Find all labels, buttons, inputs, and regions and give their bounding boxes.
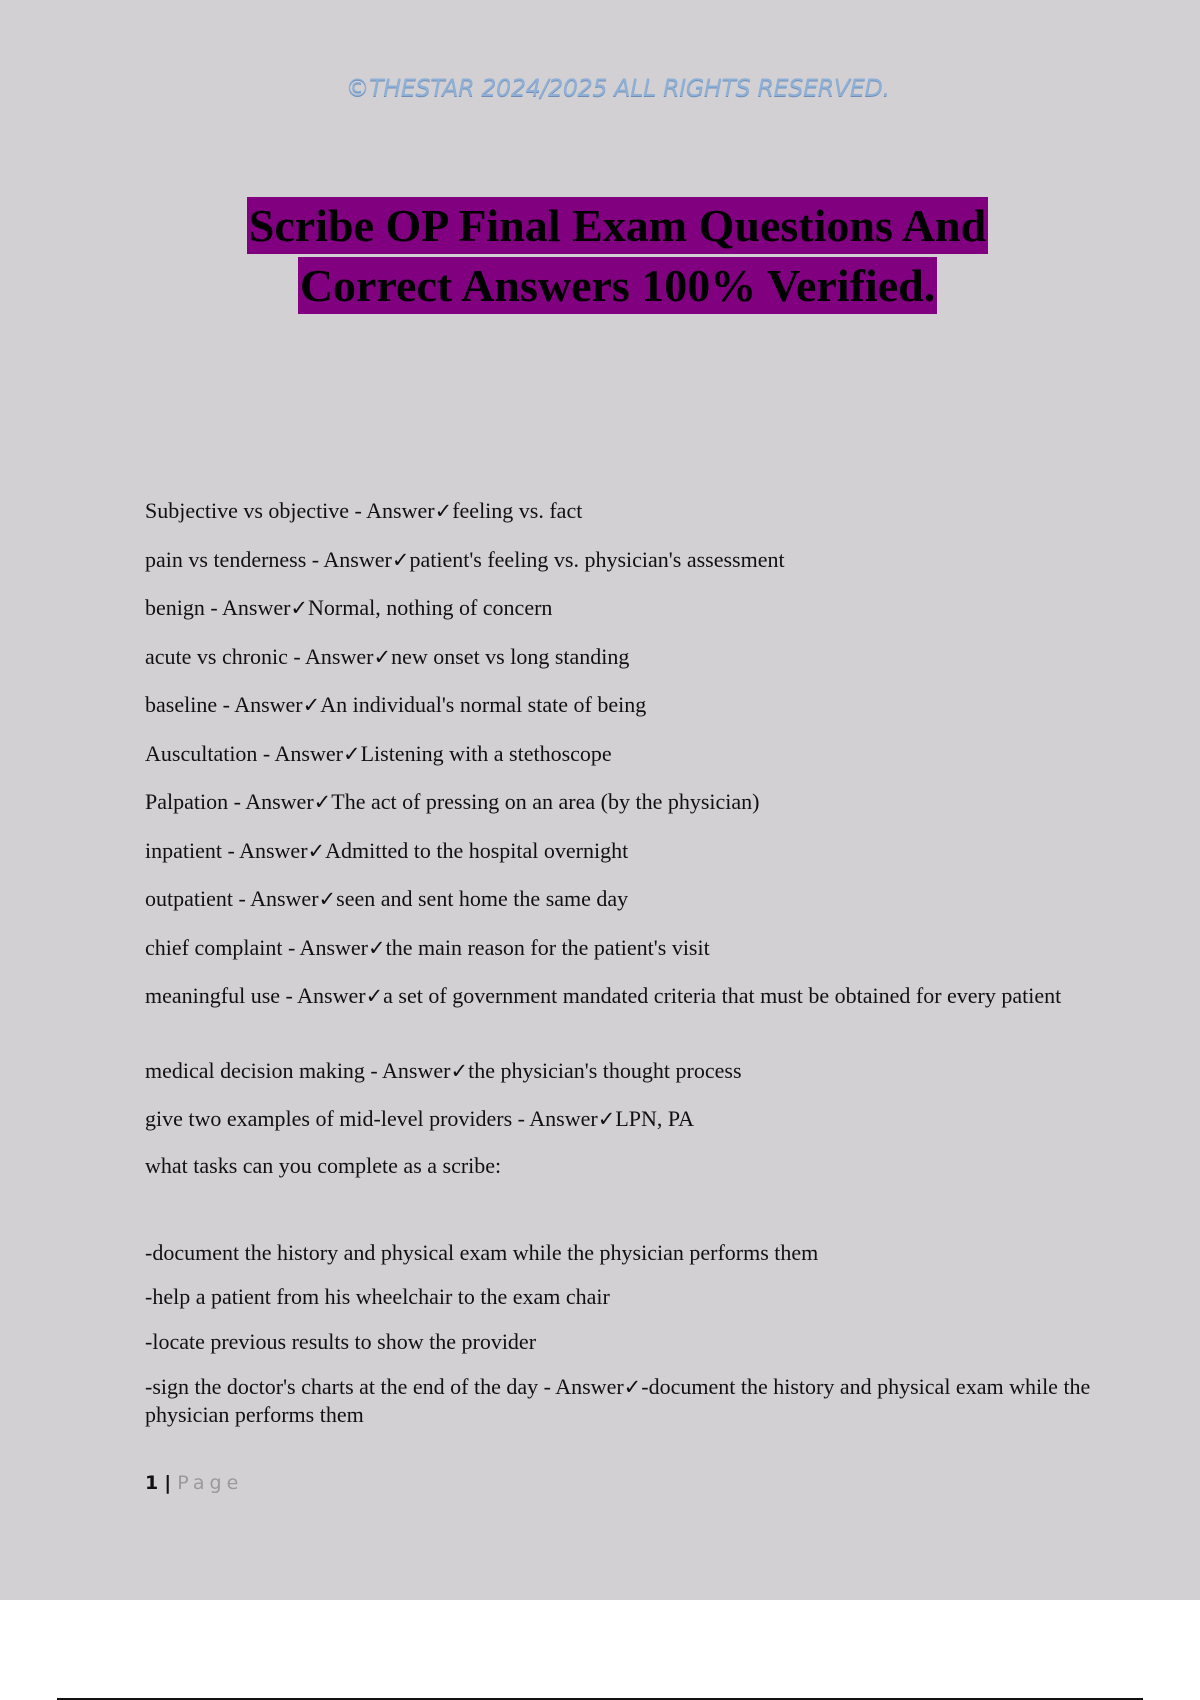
task-option: -document the history and physical exam while the physician performs them bbox=[145, 1240, 819, 1265]
copyright-header: ©THESTAR 2024/2025 ALL RIGHTS RESERVED. bbox=[345, 74, 890, 102]
task-option-with-answer: -sign the doctor's charts at the end of the day - Answer✓-document the history and physical exam while the physician performs them bbox=[145, 1374, 1091, 1427]
document-title bbox=[0, 196, 1200, 316]
check-icon: ✓ bbox=[373, 645, 392, 669]
qa-item: chief complaint - Answer✓the main reason for the patient's visit bbox=[145, 935, 710, 960]
qa-item: meaningful use - Answer✓a set of government mandated criteria that must be obtained for every patient bbox=[145, 983, 1062, 1008]
tasks-question: what tasks can you complete as a scribe: bbox=[145, 1153, 502, 1178]
qa-item: pain vs tenderness - Answer✓patient's feeling vs. physician's assessment bbox=[145, 547, 785, 572]
check-icon: ✓ bbox=[597, 1107, 616, 1131]
qa-item: Palpation - Answer✓The act of pressing on an area (by the physician) bbox=[145, 789, 760, 814]
task-option: -locate previous results to show the provider bbox=[145, 1329, 537, 1354]
check-icon: ✓ bbox=[342, 742, 361, 766]
qa-item: medical decision making - Answer✓the physician's thought process bbox=[145, 1058, 742, 1083]
title-line-2: Correct Answers 100% Verified. bbox=[298, 257, 937, 314]
check-icon: ✓ bbox=[290, 596, 309, 620]
check-icon: ✓ bbox=[302, 693, 321, 717]
page-number: 1 | Page bbox=[145, 1472, 244, 1494]
title-line-1: Scribe OP Final Exam Questions And bbox=[247, 197, 988, 254]
check-icon: ✓ bbox=[365, 984, 384, 1008]
check-icon: ✓ bbox=[307, 839, 326, 863]
qa-item: outpatient - Answer✓seen and sent home the same day bbox=[145, 886, 629, 911]
check-icon: ✓ bbox=[368, 936, 386, 960]
qa-item: Subjective vs objective - Answer✓feeling vs. fact bbox=[145, 498, 583, 523]
qa-item: Auscultation - Answer✓Listening with a stethoscope bbox=[145, 741, 612, 766]
qa-item: baseline - Answer✓An individual's normal state of being bbox=[145, 692, 647, 717]
check-icon: ✓ bbox=[434, 499, 453, 523]
qa-item: acute vs chronic - Answer✓new onset vs long standing bbox=[145, 644, 630, 669]
check-icon: ✓ bbox=[391, 548, 410, 572]
task-option: -help a patient from his wheelchair to the exam chair bbox=[145, 1284, 610, 1309]
qa-item: give two examples of mid-level providers - Answer✓LPN, PA bbox=[145, 1106, 694, 1131]
qa-item: inpatient - Answer✓Admitted to the hospital overnight bbox=[145, 838, 629, 863]
check-icon: ✓ bbox=[318, 887, 337, 911]
qa-item: benign - Answer✓Normal, nothing of concern bbox=[145, 595, 553, 620]
check-icon: ✓ bbox=[623, 1375, 642, 1399]
check-icon: ✓ bbox=[450, 1059, 469, 1083]
check-icon: ✓ bbox=[313, 790, 332, 814]
